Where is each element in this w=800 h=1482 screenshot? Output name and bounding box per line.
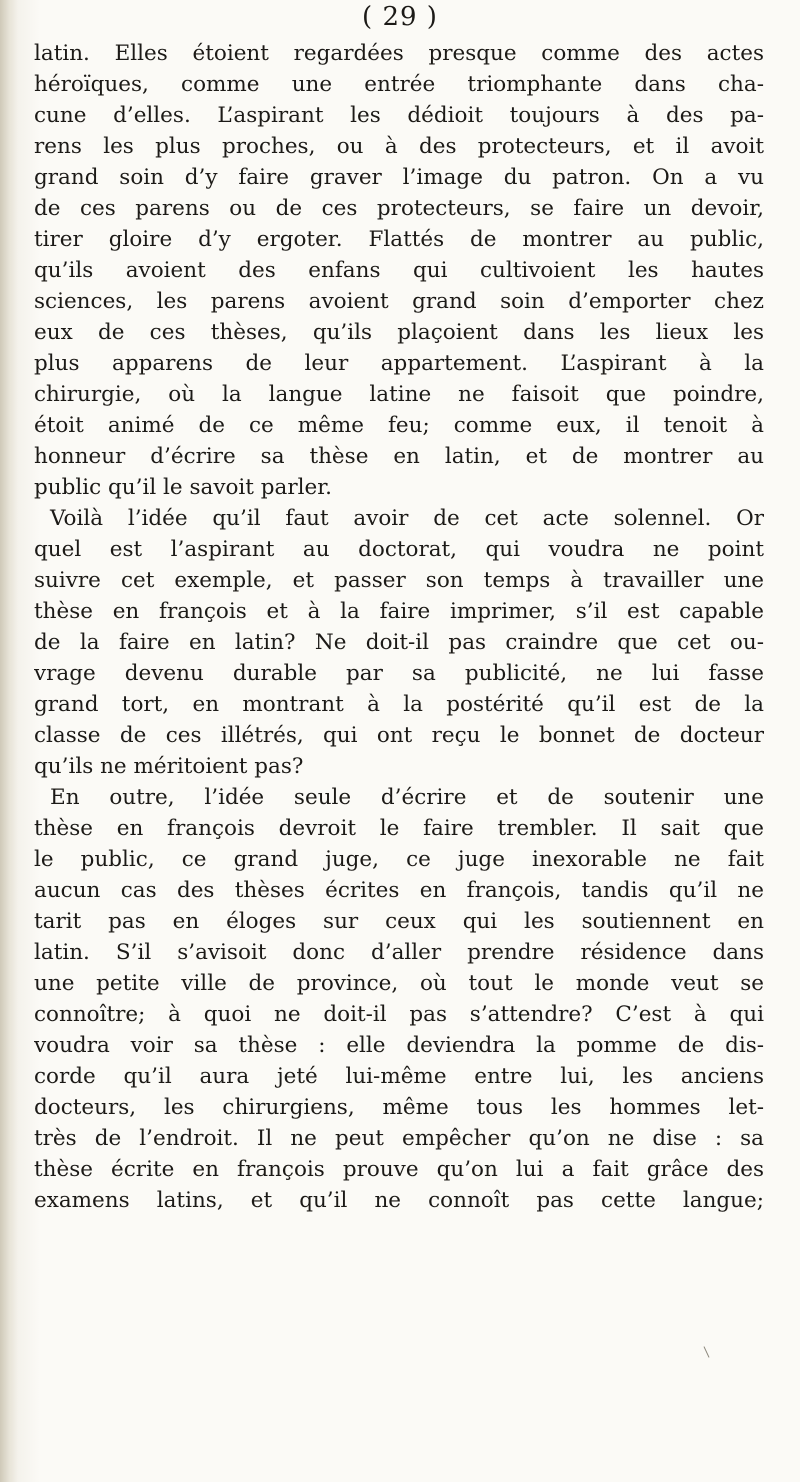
text-line: plus apparens de leur appartement. L’aspirant à la [34, 351, 764, 376]
text-line: de la faire en latin? Ne doit-il pas craindre que cet ou- [34, 630, 764, 655]
text-line: très de l’endroit. Il ne peut empêcher qu’on ne dise : sa [34, 1126, 764, 1151]
stray-mark [704, 1346, 710, 1357]
text-line: rens les plus proches, ou à des protecteurs, et il avoit [34, 134, 764, 159]
text-line: grand soin d’y faire graver l’image du patron. On a vu [34, 165, 764, 190]
text-line: cune d’elles. L’aspirant les dédioit toujours à des pa- [34, 103, 764, 128]
text-line: examens latins, et qu’il ne connoît pas cette langue; [34, 1188, 764, 1213]
text-line: thèse en françois et à la faire imprimer, s’il est capable [34, 599, 764, 624]
page-number: ( 29 ) [362, 2, 438, 32]
text-line: quel est l’aspirant au doctorat, qui voudra ne point [34, 537, 764, 562]
text-line: héroïques, comme une entrée triomphante dans cha- [34, 72, 764, 97]
text-line: voudra voir sa thèse : elle deviendra la pomme de dis- [34, 1033, 764, 1058]
text-line: corde qu’il aura jeté lui-même entre lui, les anciens [34, 1064, 764, 1089]
paragraph-start-line: Voilà l’idée qu’il faut avoir de cet acte solennel. Or [50, 506, 764, 531]
text-line: thèse en françois devroit le faire trembler. Il sait que [34, 816, 764, 841]
text-line: sciences, les parens avoient grand soin d’emporter chez [34, 289, 764, 314]
text-line: latin. S’il s’avisoit donc d’aller prendre résidence dans [34, 940, 764, 965]
text-line: suivre cet exemple, et passer son temps à travailler une [34, 568, 764, 593]
paragraph-end-line: qu’ils ne méritoient pas? [34, 754, 304, 779]
text-line: de ces parens ou de ces protecteurs, se faire un devoir, [34, 196, 764, 221]
text-line: chirurgie, où la langue latine ne faisoit que poindre, [34, 382, 764, 407]
text-line: une petite ville de province, où tout le monde veut se [34, 971, 764, 996]
text-line: honneur d’écrire sa thèse en latin, et de montrer au [34, 444, 764, 469]
text-line: connoître; à quoi ne doit-il pas s’attendre? C’est à qui [34, 1002, 764, 1027]
text-line: thèse écrite en françois prouve qu’on lui a fait grâce des [34, 1157, 764, 1182]
text-line: classe de ces illétrés, qui ont reçu le bonnet de docteur [34, 723, 764, 748]
body-text [34, 38, 764, 1216]
paragraph-end-line: public qu’il le savoit parler. [34, 475, 332, 500]
text-line: étoit animé de ce même feu; comme eux, il tenoit à [34, 413, 764, 438]
binding-gutter [0, 0, 18, 1482]
text-line: tirer gloire d’y ergoter. Flattés de montrer au public, [34, 227, 764, 252]
text-line: le public, ce grand juge, ce juge inexorable ne fait [34, 847, 764, 872]
text-line: latin. Elles étoient regardées presque comme des actes [34, 41, 764, 66]
text-line: qu’ils avoient des enfans qui cultivoient les hautes [34, 258, 764, 283]
text-line: aucun cas des thèses écrites en françois, tandis qu’il ne [34, 878, 764, 903]
text-line: eux de ces thèses, qu’ils plaçoient dans les lieux les [34, 320, 764, 345]
text-line: docteurs, les chirurgiens, même tous les hommes let- [34, 1095, 764, 1120]
paragraph-start-line: En outre, l’idée seule d’écrire et de soutenir une [50, 785, 764, 810]
text-line: tarit pas en éloges sur ceux qui les soutiennent en [34, 909, 764, 934]
text-line: grand tort, en montrant à la postérité qu’il est de la [34, 692, 764, 717]
text-line: vrage devenu durable par sa publicité, ne lui fasse [34, 661, 764, 686]
